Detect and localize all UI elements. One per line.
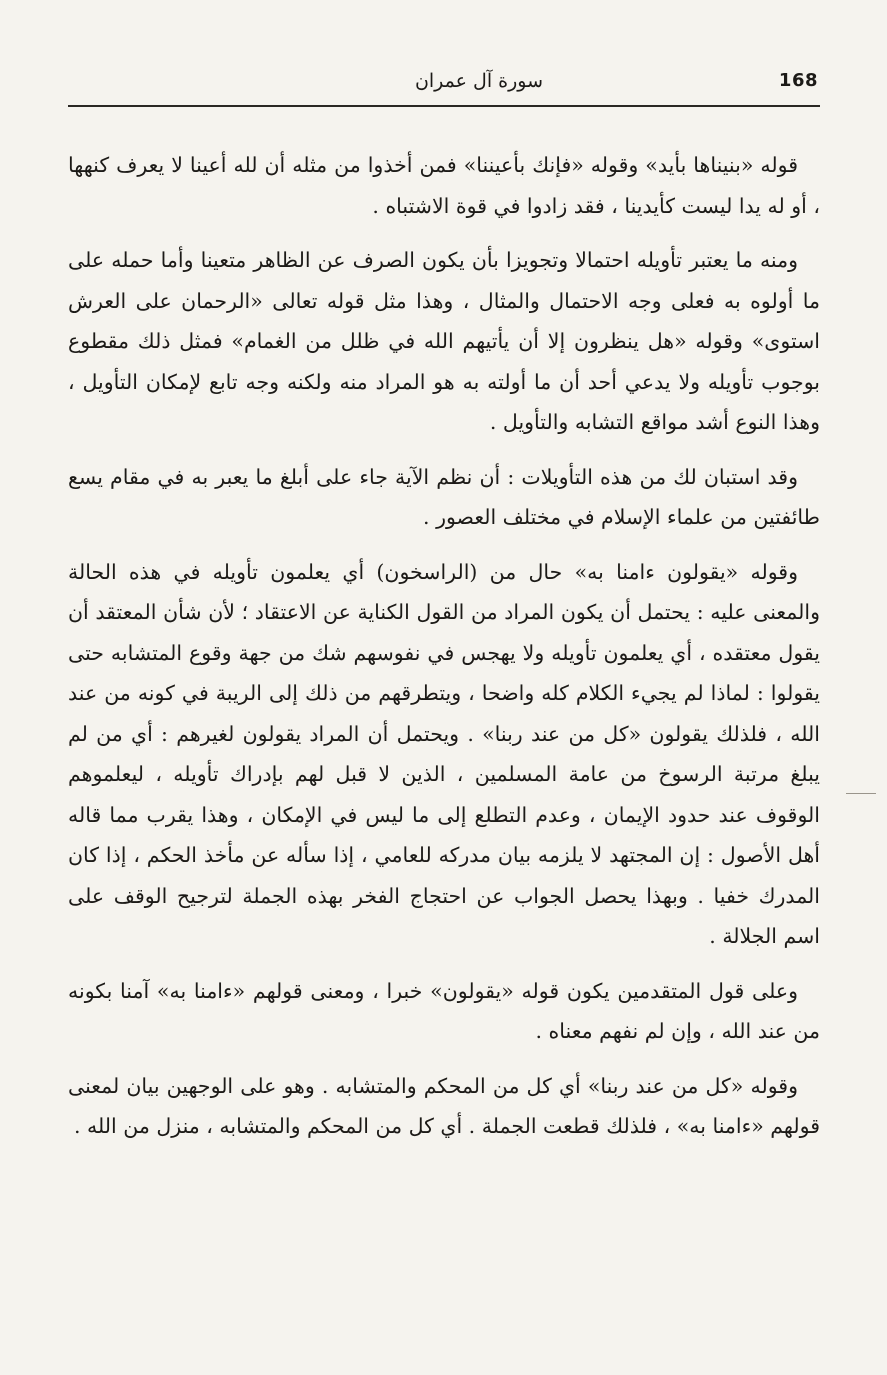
running-title: سورة آل عمران — [414, 70, 544, 92]
body-text — [68, 145, 820, 1161]
paragraph: وقد استبان لك من هذه التأويلات : أن نظم الآية جاء على أبلغ ما يعبر به في مقام يسع طائفتين من علماء الإسلام في مختلف العصور . — [68, 464, 820, 529]
header-rule — [68, 105, 820, 107]
paragraph: قوله «بنيناها بأيد» وقوله «فإنك بأعيننا» فمن أخذوا من مثله أن لله أعينا لا يعرف كنهها ، أو له يدا ليست كأيدينا ، فقد زادوا في قوة الاشتباه . — [68, 153, 820, 218]
margin-mark — [846, 793, 876, 794]
paragraph: ومنه ما يعتبر تأويله احتمالا وتجويزا بأن يكون الصرف عن الظاهر متعينا وأما حمله على ما أولوه به فعلى وجه الاحتمال والمثال ، وهذا مثل قوله تعالى «الرحمان على العرش استوى» وقوله «هل ينظرون إلا أن يأتيهم الله في ظلل من الغمام» فمثل ذلك مقطوع بوجوب تأويله ولا يدعي أحد أن ما أولته به هو المراد منه ولكنه وجه تابع لإمكان التأويل ، وهذا النوع أشد مواقع التشابه والتأويل . — [68, 248, 820, 434]
paragraph: وعلى قول المتقدمين يكون قوله «يقولون» خبرا ، ومعنى قولهم «ءامنا به» آمنا بكونه من عند الله ، وإن لم نفهم معناه . — [68, 978, 820, 1043]
paragraph: وقوله «يقولون ءامنا به» حال من (الراسخون) أي يعلمون تأويله في هذه الحالة والمعنى عليه : يحتمل أن يكون المراد من القول الكناية عن الاعتقاد ؛ لأن شأن المعتقد أن يقول معتقده ، أي يعلمون تأويله ولا يهجس في نفوسهم شك من جهة وقوع المتشابه حتى يقولوا : لماذا لم يجيء الكلام كله واضحا ، ويتطرقهم من ذلك إلى الريبة في كونه من عند الله ، فلذلك يقولون «كل من عند ربنا» . ويحتمل أن المراد يقولون لغيرهم : أي من لم يبلغ مرتبة الرسوخ من عامة المسلمين ، الذين لا قبل لهم بإدراك تأويله ، ليعلموهم الوقوف عند حدود الإيمان ، وعدم التطلع إلى ما ليس في الإمكان ، وهذا يقرب مما قاله أهل الأصول : إن المجتهد لا يلزمه بيان مدركه للعامي ، إذا سأله عن مأخذ الحكم ، إذا كان المدرك خفيا . وبهذا يحصل الجواب عن احتجاج الفخر بهذه الجملة لترجيح الوقف على اسم الجلالة . — [68, 559, 820, 948]
paragraph: وقوله «كل من عند ربنا» أي كل من المحكم والمتشابه . وهو على الوجهين بيان لمعنى قولهم «ءامنا به» ، فلذلك قطعت الجملة . أي كل من المحكم والمتشابه ، منزل من الله . — [68, 1073, 820, 1138]
page-header — [68, 70, 820, 100]
page-number: 168 — [778, 70, 818, 91]
